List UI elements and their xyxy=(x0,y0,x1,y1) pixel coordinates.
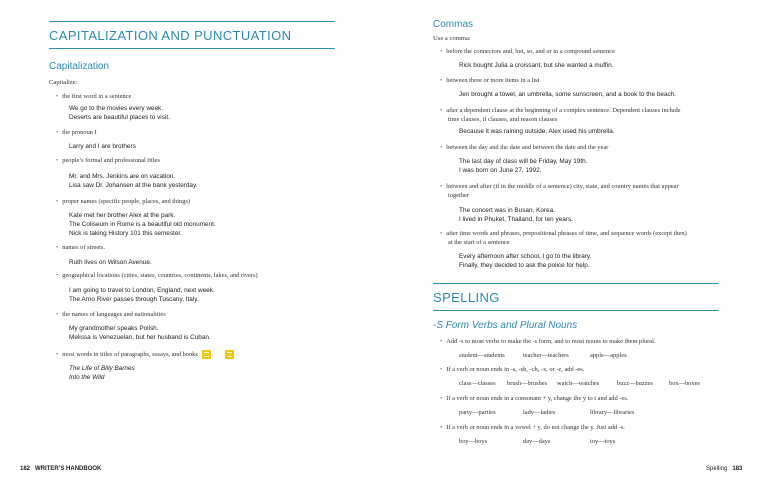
rule-bullet: • geographical locations (cities, states, countries, continents, lakes, and rivers) xyxy=(56,272,258,279)
example-block xyxy=(69,286,215,304)
right-page xyxy=(384,0,768,491)
example-line: We go to the movies every week. xyxy=(69,105,164,112)
word-pair: student—students xyxy=(459,352,505,359)
rule-bullet: • between and after (if in the middle of a sentence) city, state, and country names that appear together xyxy=(440,183,679,199)
word-pair: watch—watches xyxy=(557,380,600,387)
example-line: Melissa is Venezuelan, but her husband is Cuban. xyxy=(69,334,211,341)
section-title-rule xyxy=(49,21,335,49)
word-pair: toy—toys xyxy=(590,438,616,445)
example-block xyxy=(459,61,613,70)
example-line: The Arno River passes through Tuscany, Italy. xyxy=(69,296,199,303)
example-block xyxy=(459,127,615,136)
example-line: Rick bought Julia a croissant, but she wanted a muffin. xyxy=(459,62,614,69)
rule-bullet: • between the day and the date and between the date and the year xyxy=(440,144,609,151)
example-block xyxy=(69,172,197,190)
word-pair: class—classes xyxy=(459,380,496,387)
s-form-heading: -S Form Verbs and Plural Nouns xyxy=(433,320,578,331)
example-line: Mr. and Mrs. Jenkins are on vacation. xyxy=(69,173,176,180)
example-line: I am going to travel to London, England, next week. xyxy=(69,287,215,294)
example-block xyxy=(69,364,135,382)
example-line: The Life of Billy Barnes xyxy=(69,365,135,372)
example-line: Into the Wild xyxy=(69,374,105,381)
rule-bullet: • the names of languages and nationalities xyxy=(56,311,166,318)
word-pair: box—boxes xyxy=(669,380,700,387)
word-pair: buzz—buzzes xyxy=(617,380,653,387)
word-pair: teacher—teachers xyxy=(523,352,569,359)
example-line: Larry and I are brothers xyxy=(69,143,136,150)
word-pair: day—days xyxy=(523,438,551,445)
rule-bullet: • If a verb or noun ends in a consonant + y, change the y to i and add -es. xyxy=(440,395,629,402)
example-line: I lived in Phuket, Thailand, for ten years. xyxy=(459,216,573,223)
example-block xyxy=(459,90,676,99)
rule-bullet: • proper names (specific people, places, and things) xyxy=(56,198,191,205)
rule-bullet: • If a verb or noun ends in -s, -sh, -ch, -x, or -z, add -es. xyxy=(440,366,585,373)
example-block xyxy=(459,157,587,175)
note-icon[interactable] xyxy=(202,350,211,359)
capitalize-intro: Capitalize: xyxy=(49,79,78,86)
example-line: Nick is taking History 101 this semester. xyxy=(69,230,182,237)
footer-page-number: 182 xyxy=(20,466,31,472)
rule-bullet: • most words in titles of paragraphs, essays, and books xyxy=(56,350,234,359)
example-line: Because it was raining outside, Alex used his umbrella. xyxy=(459,128,615,135)
word-pair: lady—ladies xyxy=(523,409,556,416)
capitalization-heading: Capitalization xyxy=(49,61,110,72)
comma-intro: Use a comma: xyxy=(433,35,471,42)
spelling-title-rule xyxy=(433,283,719,311)
word-pair: apple—apples xyxy=(590,352,627,359)
example-line: The Coliseum in Rome is a beautiful old monument. xyxy=(69,221,216,228)
word-pair: party—parties xyxy=(459,409,496,416)
example-line: Lisa saw Dr. Johansen at the bank yesterday. xyxy=(69,182,198,189)
example-line: I was born on June 27, 1992. xyxy=(459,167,542,174)
left-footer xyxy=(20,466,101,472)
rule-bullet: • If a verb or noun ends in a vowel + y, do not change the y. Just add -s. xyxy=(440,424,625,431)
footer-page-number: 183 xyxy=(732,466,743,472)
example-line: Every afternoon after school, I go to the library. xyxy=(459,253,592,260)
footer-book-title: WRITER’S HANDBOOK xyxy=(35,466,102,472)
example-line: The concert was in Busan, Korea. xyxy=(459,207,555,214)
rule-bullet: • the first word in a sentence xyxy=(56,93,132,100)
spelling-title: SPELLING xyxy=(433,290,500,305)
rule-bullet: • people’s formal and professional titles xyxy=(56,157,160,164)
word-pair: library—libraries xyxy=(590,409,635,416)
section-title: CAPITALIZATION AND PUNCTUATION xyxy=(49,28,292,43)
example-line: The last day of class will be Friday, May 19th. xyxy=(459,158,588,165)
example-line: Jen brought a towel, an umbrella, some sunscreen, and a book to the beach. xyxy=(459,91,677,98)
rule-bullet: • after a dependent clause at the beginning of a complex sentence. Dependent clauses include time clauses, if clauses, and reason clauses xyxy=(440,107,681,123)
example-line: Ruth lives on Wilson Avenue. xyxy=(69,259,152,266)
rule-bullet: • after time words and phrases, prepositional phrases of time, and sequence words (except then) at the start of a sentence xyxy=(440,230,687,246)
rule-bullet: • names of streets. xyxy=(56,244,106,251)
example-block xyxy=(459,252,591,270)
example-block xyxy=(69,104,170,122)
commas-heading: Commas xyxy=(433,19,474,30)
word-pair: brush—brushes xyxy=(507,380,548,387)
example-block xyxy=(69,142,136,151)
rule-bullet: • Add -s to most verbs to make the -s form, and to most nouns to make them plural. xyxy=(440,338,656,345)
rule-bullet: • before the connectors and, but, so, and or in a compound sentence xyxy=(440,48,615,55)
example-block xyxy=(69,211,216,238)
footer-section-title: Spelling xyxy=(706,466,728,472)
word-pair: boy—boys xyxy=(459,438,488,445)
note-icon[interactable] xyxy=(225,350,234,359)
rule-bullet: • the pronoun I xyxy=(56,129,97,136)
example-line: Kate met her brother Alex at the park. xyxy=(69,212,176,219)
example-line: Deserts are beautiful places to visit. xyxy=(69,114,170,121)
example-block xyxy=(69,258,152,267)
rule-bullet: • between three or more items in a list xyxy=(440,77,540,84)
example-block xyxy=(459,206,573,224)
example-line: My grandmother speaks Polish. xyxy=(69,325,159,332)
example-block xyxy=(69,324,211,342)
example-line: Finally, they decided to ask the police for help. xyxy=(459,262,590,269)
right-footer xyxy=(706,466,742,472)
